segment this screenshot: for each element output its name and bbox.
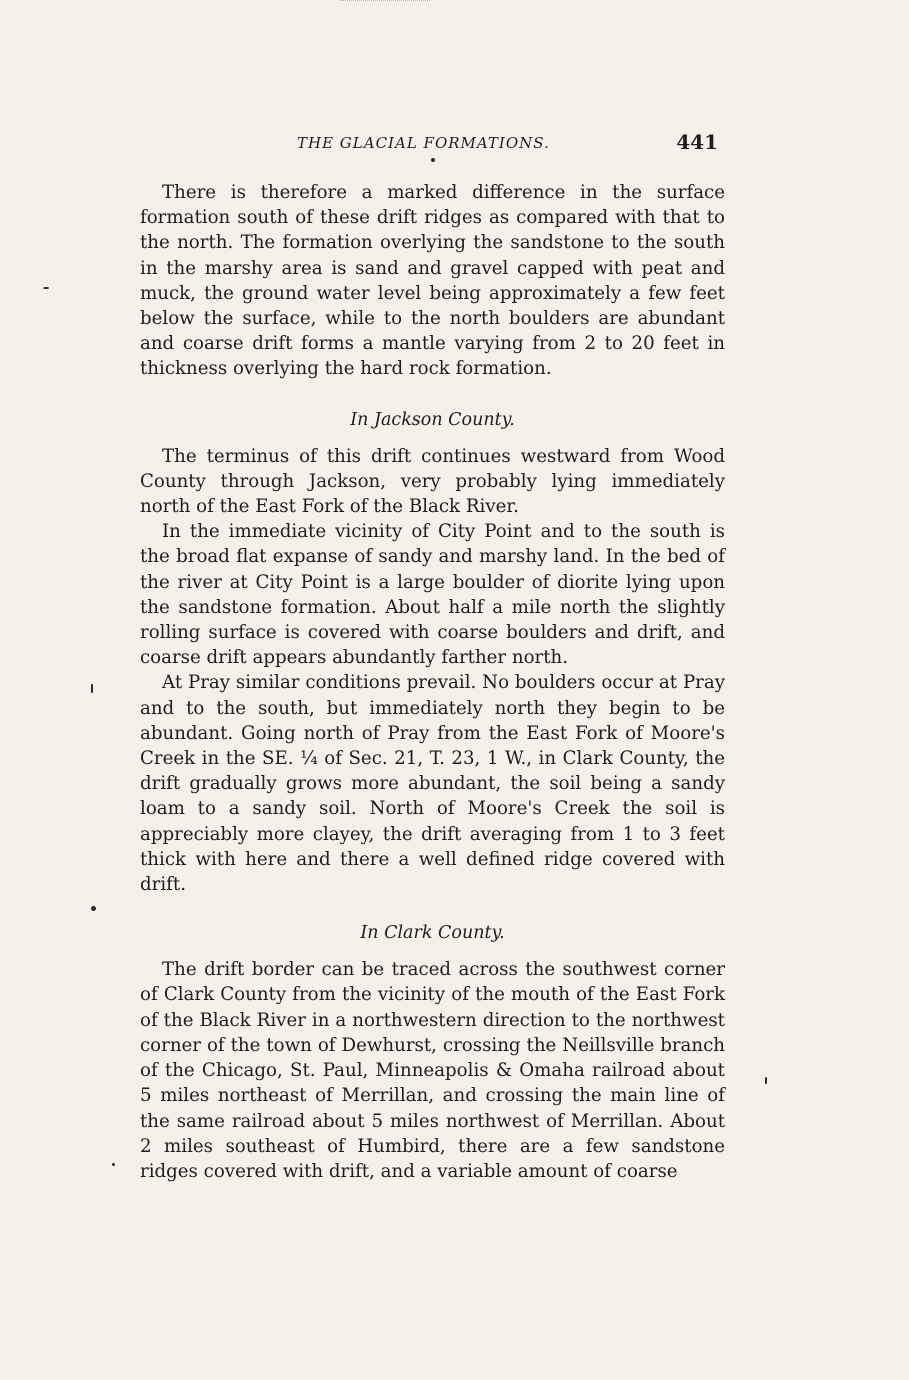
body-text	[140, 180, 725, 1184]
section-heading-jackson-county: In Jackson County.	[350, 409, 515, 430]
page-number: 441	[676, 130, 718, 154]
paragraph-pray: At Pray similar conditions prevail. No boulders occur at Pray and to the south, but immediately north they begin to be abundant. Going north of Pray from the East Fork of Moore's Creek in the SE. ¼ of Sec. 21, T. 23, 1 W., in Clark County, the drift gradually grows more abundant, the soil being a sandy loam to a sandy soil. North of Moore's Creek the soil is appreciably more clayey, the drift averaging from 1 to 3 feet thick with here and there a well defined ridge covered with drift.	[140, 672, 725, 896]
paragraph-surface-formation: There is therefore a marked difference in the surface formation south of these drift ridges as compared with that to the north. The formation overlying the sandstone to the south in the marshy area is sand and gravel capped with peat and muck, the ground water level being approximately a few feet below the surface, while to the north boulders are abundant and coarse drift forms a mantle varying from 2 to 20 feet in thickness overlying the hard rock formation.	[140, 182, 725, 380]
paragraph-drift-terminus: The terminus of this drift continues westward from Wood County through Jackson, very probably lying immediately north of the East Fork of the Black River.	[140, 445, 725, 518]
scan-speck	[112, 1163, 115, 1166]
scan-speck	[91, 684, 93, 693]
paragraph-city-point: In the immediate vicinity of City Point and to the south is the broad flat expanse of sandy and marshy land. In the bed of the river at City Point is a large boulder of diorite lying upon the sandstone formation. About half a mile north the slightly rolling surface is covered with coarse boulders and drift, and coarse drift appears abundantly farther north.	[140, 521, 725, 669]
scan-speck	[91, 906, 96, 911]
section-heading-clark-county: In Clark County.	[360, 923, 505, 944]
scan-speck	[431, 158, 435, 162]
running-header	[140, 130, 726, 160]
scan-speck	[43, 287, 49, 289]
scan-speck	[765, 1077, 767, 1084]
running-title: THE GLACIAL FORMATIONS.	[297, 134, 550, 152]
scan-artifact-top	[340, 0, 430, 4]
paragraph-drift-border: The drift border can be traced across the southwest corner of Clark County from the vicinity of the mouth of the East Fork of the Black River in a northwestern direction to the northwest corner of the town of Dewhurst, crossing the Neillsville branch of the Chicago, St. Paul, Minneapolis & Omaha railroad about 5 miles northeast of Merrillan, and crossing the main line of the same railroad about 5 miles northwest of Merrillan. About 2 miles southeast of Humbird, there are a few sandstone ridges covered with drift, and a variable amount of coarse	[140, 959, 725, 1182]
